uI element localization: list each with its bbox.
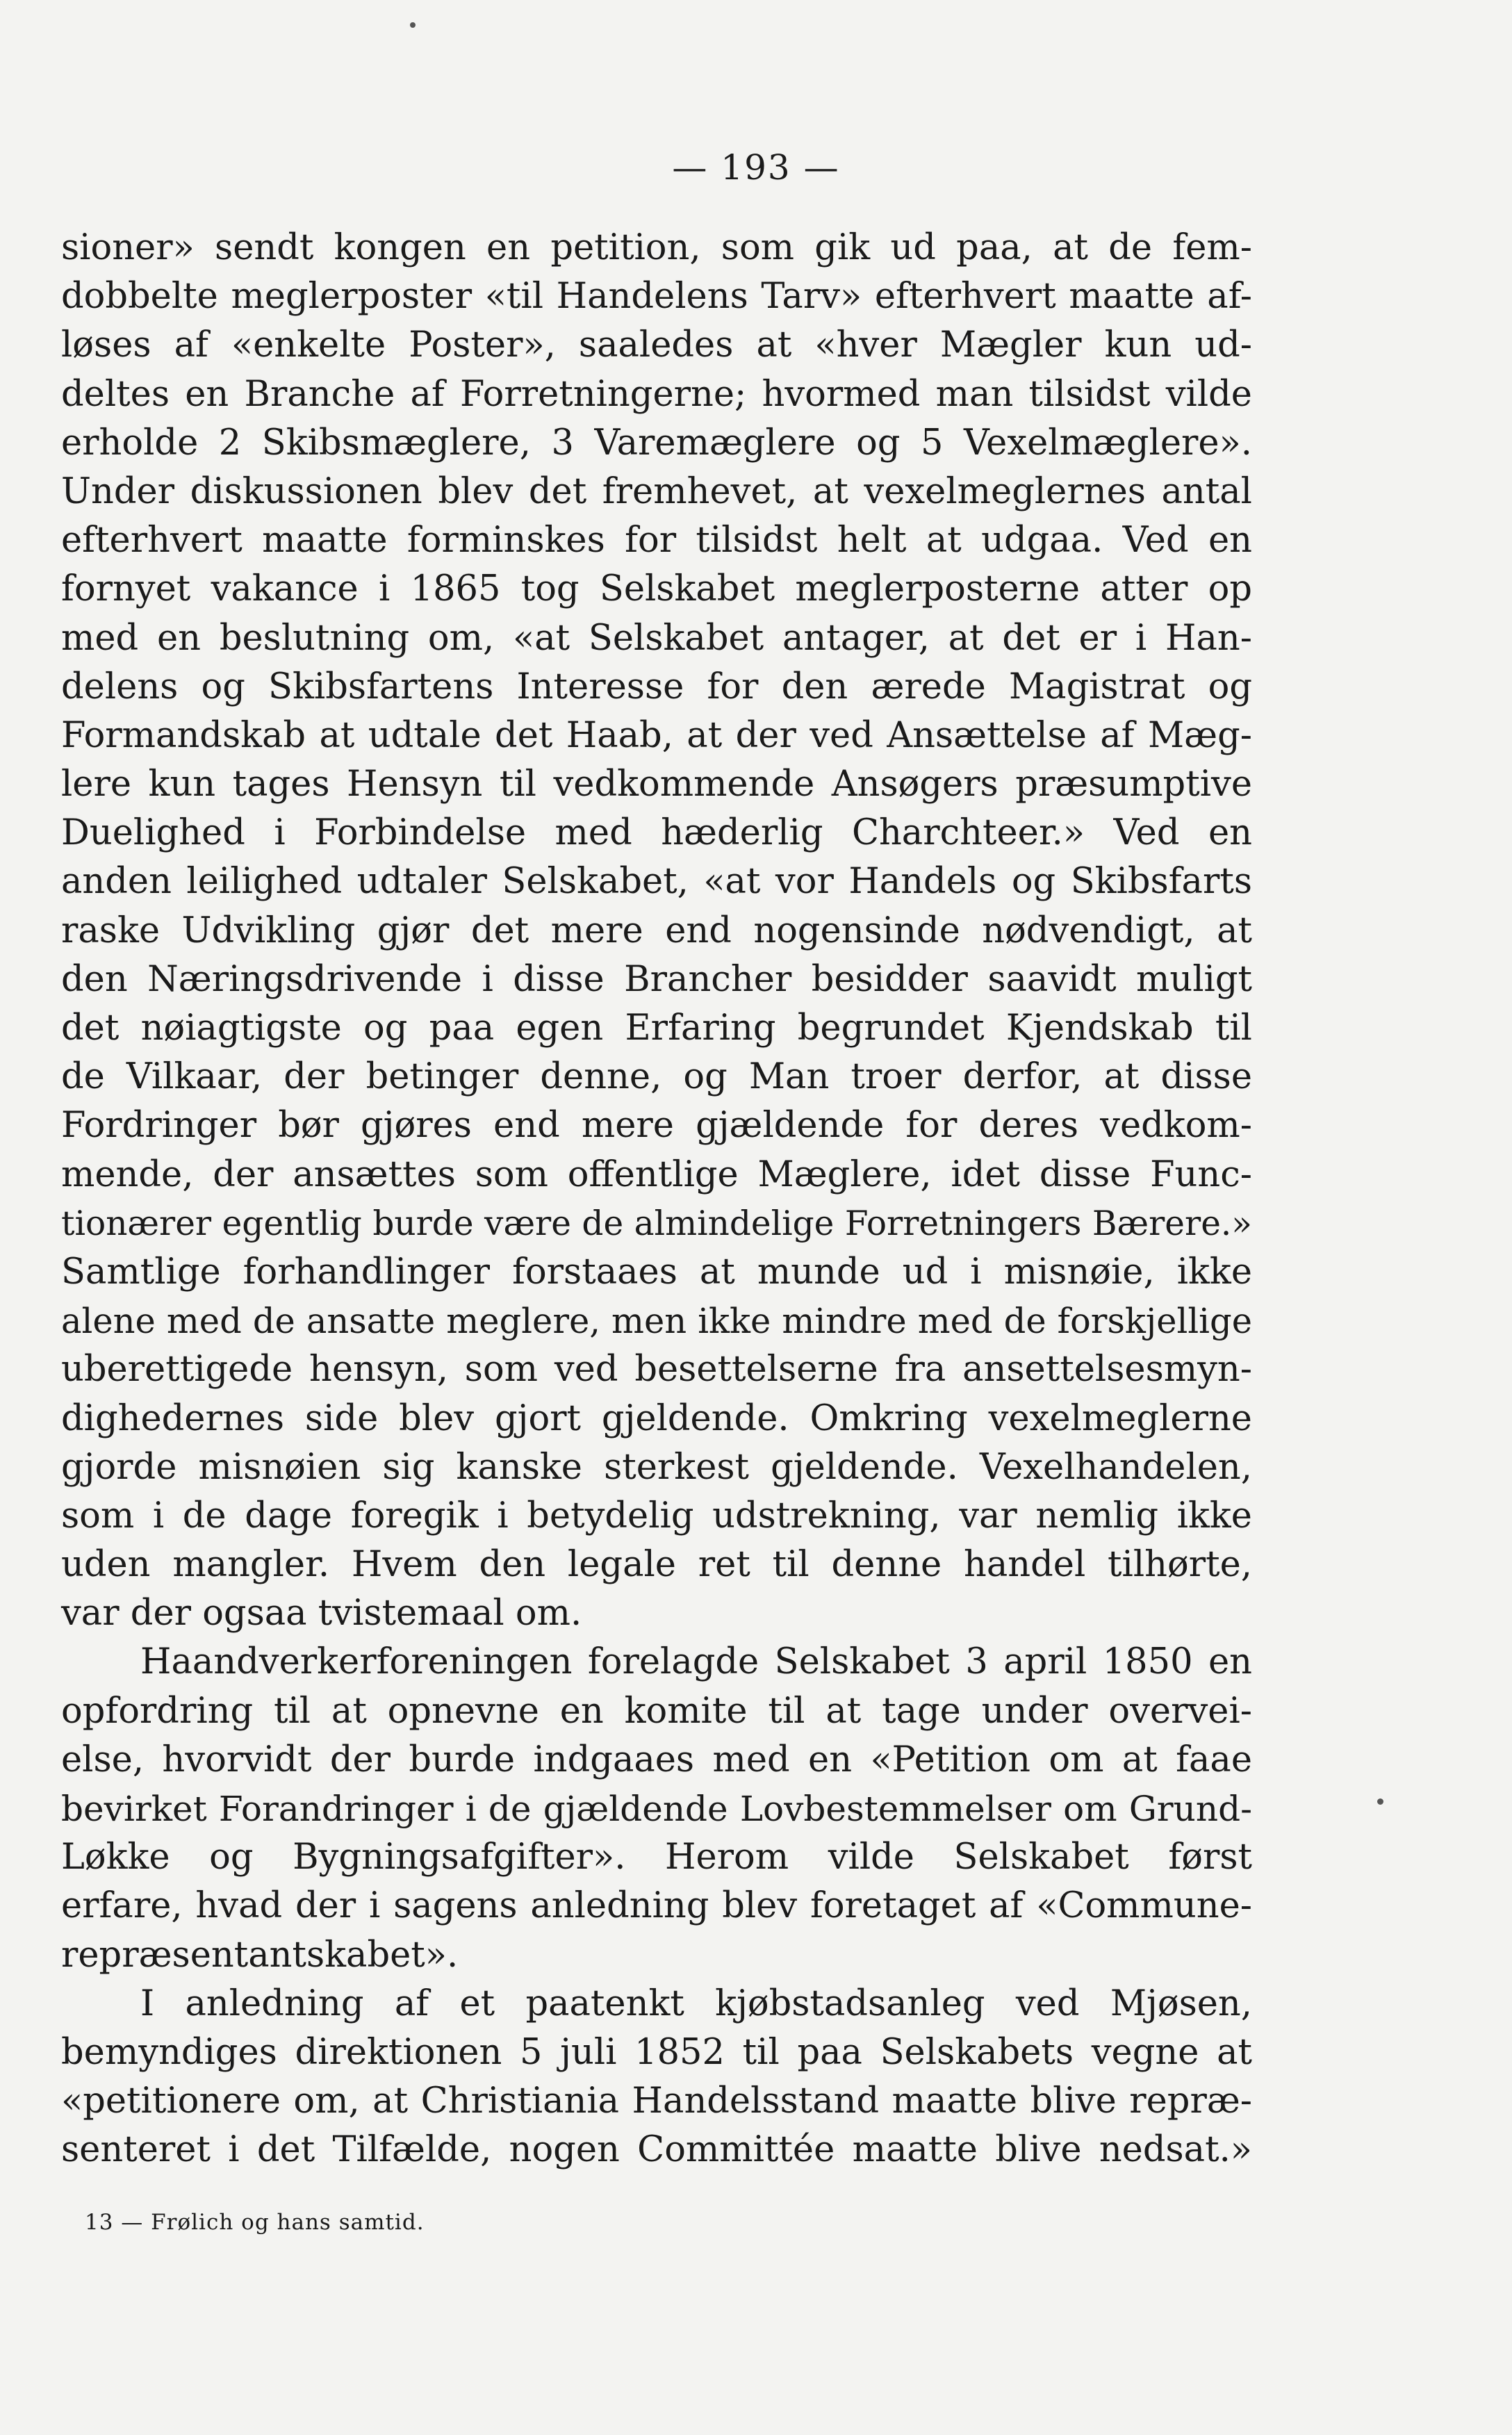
text-line: Samtlige forhandlinger forstaaes at munde ud i misnøie, ikke (61, 1251, 1252, 1293)
text-line: gjorde misnøien sig kanske sterkest gjeldende. Vexelhandelen, (61, 1446, 1252, 1488)
text-line: Fordringer bør gjøres end mere gjældende for deres vedkom- (61, 1105, 1252, 1147)
text-line: Under diskussionen blev det fremhevet, at vexelmeglernes antal (61, 470, 1252, 512)
page-number: — 193 — (672, 147, 840, 188)
text-line: dighedernes side blev gjort gjeldende. Omkring vexelmeglerne (61, 1397, 1252, 1439)
text-line: alene med de ansatte meglere, men ikke mindre med de forskjellige (61, 1301, 1252, 1342)
text-line: Løkke og Bygningsafgifter». Herom vilde Selskabet først (61, 1837, 1252, 1878)
text-line: Duelighed i Forbindelse med hæderlig Charchteer.» Ved en (61, 812, 1252, 854)
text-line: de Vilkaar, der betinger denne, og Man troer derfor, at disse (61, 1056, 1252, 1098)
footnote: 13 — Frølich og hans samtid. (85, 2210, 425, 2235)
text-line: tionærer egentlig burde være de almindelige Forretningers Bærere.» (61, 1204, 1252, 1243)
text-line: sioner» sendt kongen en petition, som gik ud paa, at de fem- (61, 227, 1252, 268)
text-line: bemyndiges direktionen 5 juli 1852 til paa Selskabets vegne at (61, 2031, 1252, 2073)
text-line: erholde 2 Skibsmæglere, 3 Varemæglere og 5 Vexelmæglere». (61, 422, 1252, 464)
text-line: den Næringsdrivende i disse Brancher besidder saavidt muligt (61, 958, 1252, 1000)
text-line: Haandverkerforeningen forelagde Selskabet 3 april 1850 en (140, 1641, 1252, 1683)
text-line: uden mangler. Hvem den legale ret til denne handel tilhørte, (61, 1544, 1252, 1586)
text-line: delens og Skibsfartens Interesse for den ærede Magistrat og (61, 666, 1252, 707)
text-line: fornyet vakance i 1865 tog Selskabet meglerposterne atter op (61, 568, 1252, 610)
text-line: det nøiagtigste og paa egen Erfaring begrundet Kjendskab til (61, 1008, 1252, 1049)
text-line: I anledning af et paatenkt kjøbstadsanleg ved Mjøsen, (140, 1983, 1252, 2024)
text-line: else, hvorvidt der burde indgaaes med en «Petition om at faae (61, 1739, 1252, 1780)
text-line: anden leilighed udtaler Selskabet, «at vor Handels og Skibsfarts (61, 861, 1252, 903)
text-line: løses af «enkelte Poster», saaledes at «hver Mægler kun ud- (61, 325, 1252, 366)
text-line: med en beslutning om, «at Selskabet antager, at det er i Han- (61, 617, 1252, 659)
text-line: repræsentantskabet». (61, 1934, 459, 1976)
text-line: Formandskab at udtale det Haab, at der ved Ansættelse af Mæg- (61, 714, 1252, 756)
text-line: raske Udvikling gjør det mere end nogensinde nødvendigt, at (61, 910, 1252, 951)
text-line: deltes en Branche af Forretningerne; hvormed man tilsidst vilde (61, 373, 1252, 415)
text-line: mende, der ansættes som offentlige Mæglere, idet disse Func- (61, 1154, 1252, 1195)
text-line: som i de dage foregik i betydelig udstrekning, var nemlig ikke (61, 1495, 1252, 1536)
text-line: «petitionere om, at Christiania Handelsstand maatte blive repræ- (61, 2081, 1252, 2122)
text-line: lere kun tages Hensyn til vedkommende Ansøgers præsumptive (61, 764, 1252, 805)
text-line: dobbelte meglerposter «til Handelens Tarv» efterhvert maatte af- (61, 276, 1252, 318)
text-line: senteret i det Tilfælde, nogen Committée maatte blive nedsat.» (61, 2129, 1252, 2171)
text-line: bevirket Forandringer i de gjældende Lovbestemmelser om Grund- (61, 1789, 1252, 1829)
text-line: uberettigede hensyn, som ved besettelserne fra ansettelsesmyn- (61, 1349, 1252, 1391)
paper-speck (410, 22, 416, 28)
body-text (61, 224, 1252, 2175)
text-line: efterhvert maatte forminskes for tilsidst helt at udgaa. Ved en (61, 520, 1252, 561)
text-line: erfare, hvad der i sagens anledning blev foretaget af «Commune- (61, 1885, 1252, 1927)
text-line: var der ogsaa tvistemaal om. (61, 1593, 582, 1634)
text-line: opfordring til at opnevne en komite til at tage under overvei- (61, 1690, 1252, 1732)
paper-speck (1377, 1798, 1383, 1805)
